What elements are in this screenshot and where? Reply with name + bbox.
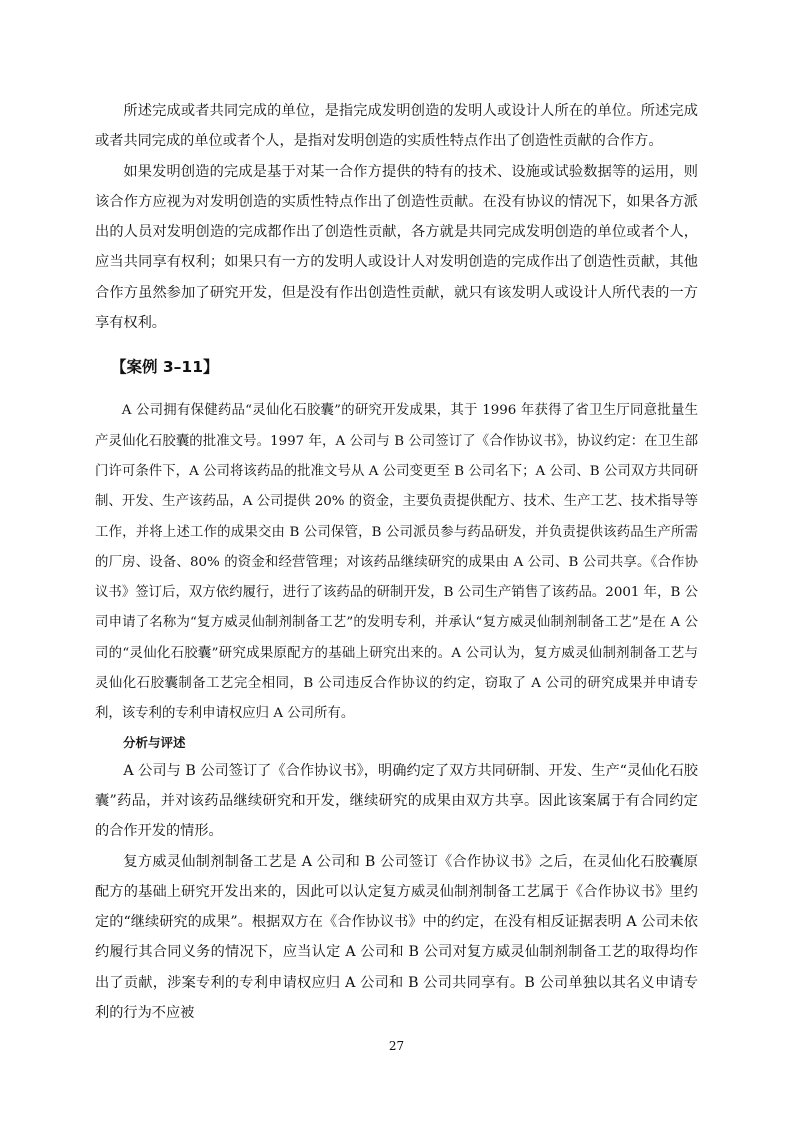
page-number: 27 — [388, 1039, 405, 1053]
analysis-heading: 分析与评述 — [123, 734, 186, 750]
analysis-paragraph-2: 复方威灵仙制剂制备工艺是 A 公司和 B 公司签订《合作协议书》之后，在灵仙化石胶囊原配方的基础上研究开发出来的，因此可以认定复方威灵仙制剂制备工艺属于《合作协议书》里约定的“继续研究的成果”。根据双方在《合作协议书》中的约定，在没有相反证据表明 A 公司未依约履行其合同义务的情况下，应当认定 A 公司和 B 公司对复方威灵仙制剂制备工艺的取得均作出了贡献，涉案专利的专利申请权应归 A 公司和 B 公司共同享有。B 公司单独以其名义申请专利的行为不应被 — [95, 853, 698, 1022]
case-paragraph: A 公司拥有保健药品“灵仙化石胶囊”的研究开发成果，其于 1996 年获得了省卫生厅同意批量生产灵仙化石胶囊的批准文号。1997 年，A 公司与 B 公司签订了《合作协议书》，协议约定：在卫生部门许可条件下，A 公司将该药品的批准文号从 A 公司变更至 B 公司名下；A 公司、B 公司双方共同研制、开发、生产该药品，A 公司提供 20% 的资金，主要负责提供配方、技术、生产工艺、技术指导等工作，并将上述工作的成果交由 B 公司保管，B 公司派员参与药品研发，并负责提供该药品生产所需的厂房、设备、80% 的资金和经营管理；对该药品继续研究的成果由 A 公司、B 公司共享。《合作协议书》签订后，双方依约履行，进行了该药品的研制开发，B 公司生产销售了该药品。2001 年，B 公司申请了名称为“复方威灵仙制剂制备工艺”的发明专利，并承认“复方威灵仙制剂制备工艺”是在 A 公司的“灵仙化石胶囊”研究成果原配方的基础上研究出来的。A 公司认为，复方威灵仙制剂制备工艺与灵仙化石胶囊制备工艺完全相同，B 公司违反合作协议的约定，窃取了 A 公司的研究成果并申请专利，该专利的专利申请权应归 A 公司所有。 — [95, 403, 698, 722]
case-title: 【案例 3–11】 — [111, 358, 219, 377]
page-content — [95, 96, 698, 1028]
analysis-paragraph-1: A 公司与 B 公司签订了《合作协议书》，明确约定了双方共同研制、开发、生产“灵仙化石胶囊”药品，并对该药品继续研究和开发，继续研究的成果由双方共享。因此该案属于有合同约定的合作开发的情形。 — [95, 762, 698, 840]
intro-paragraph-2: 如果发明创造的完成是基于对某一合作方提供的特有的技术、设施或试验数据等的运用，则该合作方应视为对发明创造的实质性特点作出了创造性贡献。在没有协议的情况下，如果各方派出的人员对发明创造的完成都作出了创造性贡献，各方就是共同完成发明创造的单位或者个人，应当共同享有权利；如果只有一方的发明人或设计人对发明创造的完成作出了创造性贡献，其他合作方虽然参加了研究开发，但是没有作出创造性贡献，就只有该发明人或设计人所代表的一方享有权利。 — [95, 163, 698, 332]
intro-paragraph-1: 所述完成或者共同完成的单位，是指完成发明创造的发明人或设计人所在的单位。所述完成或者共同完成的单位或者个人，是指对发明创造的实质性特点作出了创造性贡献的合作方。 — [95, 103, 698, 150]
